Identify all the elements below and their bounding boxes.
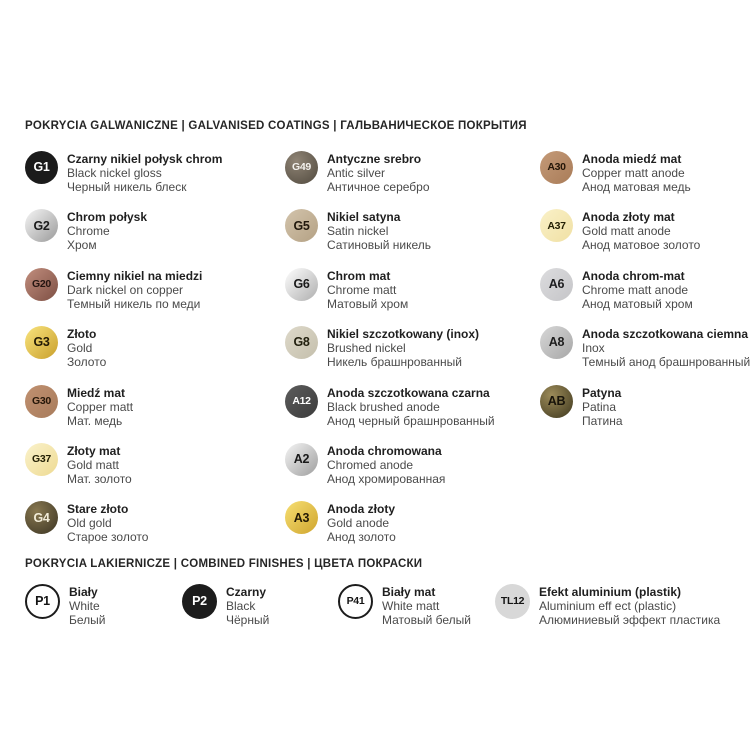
finish-labels: [327, 501, 396, 544]
finish-labels: [67, 151, 222, 194]
finish-name-en: Antic silver: [327, 166, 386, 180]
finish-swatch-circle: [182, 584, 217, 619]
finish-labels: [226, 584, 269, 627]
finish-name-en: Black nickel gloss: [67, 166, 162, 180]
finish-labels: [67, 209, 147, 252]
finish-labels: [327, 326, 479, 369]
finish-name-pl: Nikiel szczotkowany (inox): [327, 327, 480, 342]
finish-code-label: G37: [32, 453, 51, 466]
finish-swatch-circle: [25, 443, 58, 476]
finish-name-pl: Anoda złoty: [327, 502, 395, 517]
finish-labels: [67, 501, 148, 544]
finish-code-label: G3: [33, 335, 50, 350]
finish-labels: [67, 268, 202, 311]
finish-code-label: P1: [35, 594, 50, 609]
finish-labels: [67, 326, 106, 369]
finish-item-g49: [285, 151, 495, 209]
finish-name-en: Inox: [582, 341, 605, 356]
finish-swatch-circle: [338, 584, 373, 619]
finish-labels: [67, 443, 132, 486]
finish-name-en: Old gold: [67, 516, 112, 531]
finish-item-a37: [540, 209, 750, 267]
finish-name-en: Dark nickel on copper: [67, 282, 184, 297]
finish-name-en: Black: [226, 599, 256, 613]
finish-code-label: G4: [33, 510, 50, 525]
finish-swatch-circle: [285, 209, 318, 242]
finish-code-label: A2: [293, 452, 310, 467]
finish-name-pl: Anoda miedź mat: [582, 152, 682, 166]
lacquer-section-header: POKRYCIA LAKIERNICZE | COMBINED FINISHES | ЦВЕТА ПОКРАСКИ: [25, 558, 423, 570]
finish-swatch-circle: [540, 268, 573, 301]
finish-name-en: Patina: [582, 399, 617, 414]
finish-item-g4: [25, 501, 222, 559]
finish-name-ru: Анод матовый хром: [582, 296, 693, 311]
finish-labels: [69, 584, 105, 627]
finish-labels: [582, 268, 693, 311]
finish-name-pl: Efekt aluminium (plastik): [539, 585, 682, 599]
finish-name-pl: Czarny nikiel połysk chrom: [67, 152, 223, 166]
finish-name-pl: Anoda złoty mat: [582, 210, 675, 225]
finish-code-label: AB: [547, 393, 566, 408]
finish-labels: [327, 443, 445, 486]
finish-item-tl12: [495, 584, 720, 642]
finish-swatch-circle: [540, 151, 573, 184]
finish-swatch-circle: [495, 584, 530, 619]
finish-swatch-circle: [285, 326, 318, 359]
finish-labels: [327, 151, 430, 194]
finish-name-en: Chrome matt: [327, 282, 397, 297]
finish-swatch-circle: [285, 501, 318, 534]
finish-name-en: Gold matt anode: [582, 224, 671, 239]
finish-name-en: Satin nickel: [327, 224, 389, 239]
finish-name-pl: Złoty mat: [67, 443, 121, 458]
finish-swatch-circle: [285, 443, 318, 476]
finish-name-en: Chromed anode: [327, 457, 414, 472]
finish-name-ru: Патина: [582, 413, 623, 428]
finish-item-g5: [285, 209, 495, 267]
finish-labels: [582, 385, 623, 428]
finish-item-g1: [25, 151, 222, 209]
finish-swatch-circle: [285, 151, 318, 184]
finish-swatch-circle: [285, 385, 318, 418]
finish-name-en: White matt: [382, 599, 440, 613]
finish-code-label: P2: [192, 594, 207, 609]
finish-name-ru: Чёрный: [226, 613, 270, 627]
finish-name-ru: Анод матовая медь: [582, 180, 691, 194]
finish-item-a12: [285, 385, 495, 443]
finish-swatch-circle: [25, 268, 58, 301]
finish-swatch-circle: [540, 209, 573, 242]
finish-name-ru: Мат. медь: [67, 413, 123, 428]
finish-swatch-circle: [25, 151, 58, 184]
finish-name-en: Gold: [67, 341, 93, 356]
finish-name-pl: Anoda chrom-mat: [582, 268, 685, 283]
finish-labels: [327, 268, 408, 311]
finish-code-label: G30: [32, 394, 51, 407]
finish-name-ru: Анод черный брашнрованный: [327, 413, 495, 428]
finish-name-pl: Nikiel satyna: [327, 210, 401, 225]
finish-code-label: A30: [547, 161, 566, 174]
finish-labels: [67, 385, 133, 428]
finish-name-en: Black brushed anode: [327, 399, 440, 414]
finish-item-g37: [25, 443, 222, 501]
finish-code-label: G20: [32, 278, 51, 291]
finish-name-pl: Ciemny nikiel na miedzi: [67, 268, 203, 283]
finish-name-ru: Анод золото: [327, 530, 396, 545]
finish-swatch-circle: [540, 385, 573, 418]
finish-name-ru: Античное серебро: [327, 180, 430, 194]
finish-name-pl: Anoda szczotkowana czarna: [327, 385, 490, 400]
finish-name-ru: Сатиновый никель: [327, 238, 431, 253]
finish-swatch-circle: [25, 326, 58, 359]
galvanic-section-header: POKRYCIA GALWANICZNE | GALVANISED COATINGS | ГАЛЬВАНИЧЕСКОЕ ПОКРЫТИЯ: [25, 120, 527, 132]
finish-labels: [582, 151, 691, 194]
finish-name-pl: Biały mat: [382, 585, 436, 599]
finish-item-g30: [25, 385, 222, 443]
finish-item-p41: [338, 584, 471, 642]
finish-item-a2: [285, 443, 495, 501]
finish-code-label: A6: [548, 277, 565, 292]
finish-name-pl: Stare złoto: [67, 502, 129, 517]
finish-code-label: A12: [292, 394, 311, 407]
finish-name-en: White: [69, 599, 100, 613]
finish-labels: [327, 385, 495, 428]
finish-code-label: TL12: [500, 595, 525, 608]
finish-name-pl: Chrom mat: [327, 268, 391, 283]
finish-code-label: G6: [293, 277, 310, 292]
finish-name-ru: Темный никель по меди: [67, 296, 201, 311]
finish-name-en: Chrome: [67, 224, 110, 239]
finish-name-ru: Никель брашнрованный: [327, 355, 462, 370]
finish-code-label: A37: [547, 219, 566, 232]
finish-item-g8: [285, 326, 495, 384]
finish-swatch-circle: [25, 501, 58, 534]
galvanic-column-1: [25, 151, 222, 560]
finish-name-ru: Алюминиевый эффект пластика: [539, 613, 721, 627]
finish-name-pl: Anoda chromowana: [327, 443, 442, 458]
finish-code-label: G8: [293, 335, 310, 350]
finish-name-pl: Chrom połysk: [67, 210, 148, 225]
finish-labels: [582, 326, 750, 369]
finish-item-p1: [25, 584, 105, 642]
finish-item-g6: [285, 268, 495, 326]
finish-name-ru: Анод матовое золото: [582, 238, 701, 253]
finish-labels: [327, 209, 431, 252]
finish-name-ru: Мат. золото: [67, 471, 132, 486]
finish-item-ab: [540, 385, 750, 443]
finish-swatch-circle: [25, 209, 58, 242]
finish-name-ru: Темный анод брашнрованный: [582, 355, 750, 370]
finish-code-label: G49: [292, 161, 311, 174]
finish-code-label: G1: [33, 160, 50, 175]
finish-name-pl: Miedź mat: [67, 385, 126, 400]
finish-name-ru: Старое золото: [67, 530, 149, 545]
finish-labels: [582, 209, 700, 252]
finish-name-pl: Antyczne srebro: [327, 152, 422, 166]
finish-item-a6: [540, 268, 750, 326]
galvanic-column-3: [540, 151, 750, 443]
finish-name-pl: Biały: [69, 585, 98, 599]
finish-name-en: Copper matt: [67, 399, 134, 414]
finish-name-en: Chrome matt anode: [582, 282, 689, 297]
finish-item-a8: [540, 326, 750, 384]
finish-item-p2: [182, 584, 269, 642]
finish-name-en: Gold matt: [67, 457, 120, 472]
finish-name-ru: Черный никель блеск: [67, 180, 187, 194]
finish-item-a3: [285, 501, 495, 559]
finish-item-a30: [540, 151, 750, 209]
finish-name-pl: Czarny: [226, 585, 267, 599]
finish-item-g20: [25, 268, 222, 326]
finish-code-label: P41: [346, 595, 365, 608]
finish-name-pl: Patyna: [582, 385, 622, 400]
finish-swatch-circle: [540, 326, 573, 359]
finish-name-ru: Анод хромированная: [327, 471, 446, 486]
finish-name-en: Gold anode: [327, 516, 390, 531]
finish-name-ru: Матовый белый: [382, 613, 471, 627]
finish-name-en: Brushed nickel: [327, 341, 406, 356]
finish-name-en: Aluminium eff ect (plastic): [539, 599, 677, 613]
finish-swatch-circle: [25, 385, 58, 418]
finish-name-ru: Хром: [67, 238, 97, 253]
finish-code-label: A8: [548, 335, 565, 350]
finish-labels: [539, 584, 720, 627]
finish-name-en: Copper matt anode: [582, 166, 685, 180]
finish-labels: [382, 584, 471, 627]
finish-swatch-circle: [25, 584, 60, 619]
finish-swatch-circle: [285, 268, 318, 301]
finish-item-g2: [25, 209, 222, 267]
finish-name-pl: Anoda szczotkowana ciemna: [582, 327, 749, 342]
finish-item-g3: [25, 326, 222, 384]
finish-code-label: A3: [293, 510, 310, 525]
finish-name-pl: Złoto: [67, 327, 97, 342]
finish-code-label: G2: [33, 218, 50, 233]
finish-code-label: G5: [293, 218, 310, 233]
finish-name-ru: Золото: [67, 355, 107, 370]
finish-name-ru: Белый: [69, 613, 106, 627]
finish-name-ru: Матовый хром: [327, 296, 409, 311]
galvanic-column-2: [285, 151, 495, 560]
